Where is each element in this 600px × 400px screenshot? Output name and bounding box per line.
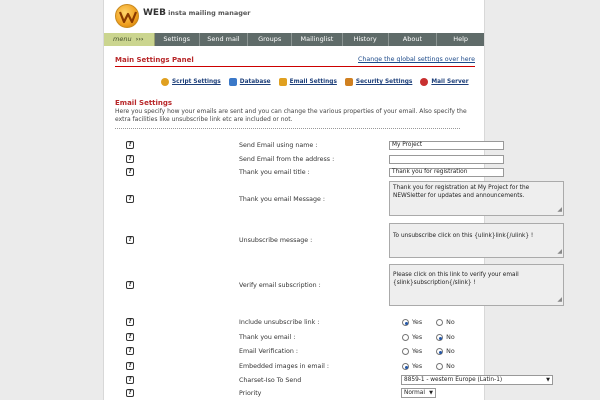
global-settings-link[interactable]: Change the global settings over here — [358, 56, 475, 63]
thank-message-textarea[interactable] — [389, 181, 564, 216]
verification-yes-radio[interactable] — [402, 348, 409, 355]
nav-item-send-mail[interactable]: Send mail — [200, 33, 249, 46]
yes-label: Yes — [412, 319, 423, 326]
thank-title-input[interactable]: Thank you for registration — [389, 168, 504, 177]
nav-item-about[interactable]: About — [389, 33, 438, 46]
no-label: No — [446, 348, 455, 355]
no-label: No — [446, 334, 455, 341]
help-icon[interactable]: ? — [126, 195, 134, 203]
email-icon — [279, 78, 287, 86]
row-priority — [126, 389, 134, 397]
verify-textarea[interactable] — [389, 264, 564, 306]
include-unsub-no-radio[interactable] — [436, 319, 443, 326]
logo-w-icon — [119, 10, 137, 24]
verify-label: Verify email subscription : — [239, 282, 321, 289]
title-divider — [115, 66, 475, 67]
tab-database[interactable] — [229, 78, 271, 86]
resize-grip-icon[interactable]: ◢ — [557, 296, 562, 303]
nav-item-mailinglist[interactable]: Mailinglist — [292, 33, 343, 46]
tab-label: Script Settings — [172, 79, 221, 85]
embedded-yes-radio[interactable] — [402, 363, 409, 370]
no-label: No — [446, 319, 455, 326]
tab-mail-server[interactable] — [420, 78, 468, 86]
thank-email-radios — [402, 334, 455, 341]
help-icon[interactable]: ? — [126, 318, 134, 326]
resize-grip-icon[interactable]: ◢ — [557, 206, 562, 213]
nav-item-settings[interactable]: Settings — [155, 33, 200, 46]
tab-email-settings[interactable] — [279, 78, 337, 86]
main-nav — [104, 33, 484, 46]
help-icon[interactable]: ? — [126, 362, 134, 370]
send-name-label: Send Email using name : — [239, 142, 318, 149]
thank-message-label: Thank you email Message : — [239, 196, 325, 203]
help-icon[interactable]: ? — [126, 347, 134, 355]
verification-label: Email Verification : — [239, 348, 298, 355]
thank-title-label: Thank you email title : — [239, 169, 310, 176]
row-send-name — [126, 141, 134, 149]
yes-label: Yes — [412, 363, 423, 370]
lock-icon — [345, 78, 353, 86]
charset-select[interactable] — [401, 375, 553, 385]
verification-no-radio[interactable] — [436, 348, 443, 355]
row-embedded — [126, 362, 134, 370]
nav-item-help[interactable]: Help — [453, 35, 469, 43]
panel-header — [115, 56, 475, 66]
dotted-divider — [115, 128, 460, 129]
tab-label: Security Settings — [355, 79, 413, 85]
include-unsub-label: Include unsubscribe link : — [239, 319, 320, 326]
mail-server-icon — [420, 78, 428, 86]
help-icon[interactable]: ? — [126, 389, 134, 397]
nav-item-history[interactable]: History — [343, 33, 389, 46]
row-verification — [126, 347, 134, 355]
priority-select[interactable] — [401, 388, 436, 398]
logo — [115, 4, 139, 28]
thank-email-yes-radio[interactable] — [402, 334, 409, 341]
row-unsubscribe — [126, 236, 134, 244]
help-icon[interactable]: ? — [126, 141, 134, 149]
thank-message-text: Thank you for registration at My Project for the NEWSletter for updates and announcements. — [393, 185, 530, 199]
include-unsub-radios — [402, 319, 455, 326]
unsubscribe-label: Unsubscribe message : — [239, 237, 313, 244]
row-include-unsub — [126, 318, 134, 326]
yes-label: Yes — [412, 348, 423, 355]
section-description: Here you specify how your emails are sent and you can change the various properties of your email. Also specify the extra facilities like unsubscribe link etc are included or not. — [115, 108, 467, 123]
settings-tabs — [161, 78, 469, 86]
send-from-label: Send Email from the address : — [239, 156, 335, 163]
logo-subtitle: insta mailing manager — [168, 9, 251, 17]
database-icon — [229, 78, 237, 86]
panel-title: Main Settings Panel — [115, 56, 194, 64]
verify-text: Please click on this link to verify your email {slink}subscription{/slink} ! — [393, 272, 519, 286]
no-label: No — [446, 363, 455, 370]
nav-menu-label: menu — [113, 35, 132, 43]
unsubscribe-text: To unsubscribe click on this {ulink}link{/ulink} ! — [393, 233, 534, 239]
help-icon[interactable]: ? — [126, 281, 134, 289]
gear-icon — [161, 78, 169, 86]
embedded-radios — [402, 363, 455, 370]
chevron-down-icon: ▼ — [546, 377, 550, 383]
logo-text — [143, 8, 250, 18]
send-name-input[interactable]: My Project — [389, 141, 504, 150]
help-icon[interactable]: ? — [126, 376, 134, 384]
tab-label: Email Settings — [289, 79, 337, 85]
nav-item-groups[interactable]: Groups — [248, 33, 292, 46]
logo-title: WEB — [143, 8, 166, 18]
verification-radios — [402, 348, 455, 355]
tab-script-settings[interactable] — [161, 78, 221, 86]
chevrons-icon: ››› — [135, 35, 144, 43]
include-unsub-yes-radio[interactable] — [402, 319, 409, 326]
charset-value: 8859-1 - western Europe (Latin-1) — [404, 377, 503, 383]
row-verify — [126, 281, 134, 289]
send-from-input[interactable] — [389, 155, 504, 164]
help-icon[interactable]: ? — [126, 155, 134, 163]
embedded-no-radio[interactable] — [436, 363, 443, 370]
thank-email-no-radio[interactable] — [436, 334, 443, 341]
nav-menu[interactable] — [104, 33, 155, 46]
help-icon[interactable]: ? — [126, 333, 134, 341]
tab-label: Mail Server — [431, 79, 469, 85]
unsubscribe-textarea[interactable] — [389, 223, 564, 258]
yes-label: Yes — [412, 334, 423, 341]
row-charset — [126, 376, 134, 384]
row-thank-email — [126, 333, 134, 341]
section-title: Email Settings — [115, 99, 173, 107]
resize-grip-icon[interactable]: ◢ — [557, 248, 562, 255]
help-icon[interactable]: ? — [126, 236, 134, 244]
page-container — [103, 0, 562, 400]
tab-security-settings[interactable] — [345, 78, 412, 86]
embedded-label: Embedded images in email : — [239, 363, 329, 370]
thank-email-label: Thank you email : — [239, 334, 296, 341]
row-thank-title — [126, 168, 134, 176]
header — [104, 0, 484, 33]
charset-label: Charset-Iso To Send — [239, 377, 302, 384]
tab-label: Database — [239, 79, 271, 85]
help-icon[interactable]: ? — [126, 168, 134, 176]
priority-label: Priority — [239, 390, 262, 397]
row-send-from — [126, 155, 134, 163]
priority-value: Normal — [404, 390, 425, 396]
row-thank-message — [126, 195, 134, 203]
chevron-down-icon: ▼ — [429, 390, 433, 396]
